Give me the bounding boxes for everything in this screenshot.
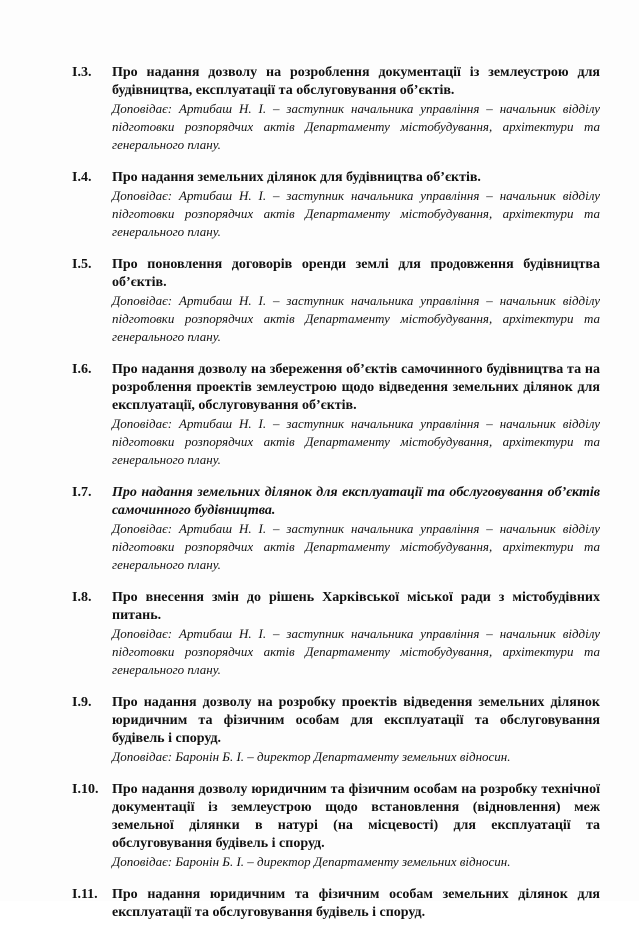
speaker-text: Баронін Б. І. – директор Департаменту земельних відносин. [175,749,511,764]
item-body [112,694,600,766]
item-speaker [112,415,600,469]
speaker-label: Доповідає: [112,101,173,116]
item-number: І.7. [72,485,92,500]
agenda-item-i4 [72,169,600,241]
item-number: І.10. [72,782,99,797]
agenda-item-i10 [72,781,600,871]
item-speaker [112,625,600,679]
item-speaker [112,520,600,574]
speaker-label: Доповідає: [112,854,173,869]
speaker-label: Доповідає: [112,749,173,764]
item-body [112,361,600,469]
item-body [112,256,600,346]
agenda-item-i7 [72,484,600,574]
item-title: Про надання земельних ділянок для експлуатації та обслуговування об’єктів самочинного будівництва. [112,485,600,518]
item-speaker [112,187,600,241]
item-body [112,64,600,154]
item-body [112,886,600,922]
agenda-item-i5 [72,256,600,346]
item-speaker [112,748,600,766]
item-body [112,169,600,241]
speaker-text: Артибаш Н. І. – заступник начальника управління – начальник відділу підготовки розпорядчих актів Департаменту містобудування, архітектури та генерального плану. [112,521,601,572]
item-body [112,589,600,679]
item-number: І.3. [72,65,92,80]
item-title: Про надання дозволу юридичним та фізичним особам на розробку технічної документації із землеустрою щодо встановлення (відновлення) меж земельної ділянки в натурі (на місцевості) для експлуатації та обслуговування будівель і споруд. [112,782,600,851]
agenda-item-i3 [72,64,600,154]
speaker-label: Доповідає: [112,626,173,641]
item-title: Про поновлення договорів оренди землі для продовження будівництва об’єктів. [112,257,600,290]
speaker-label: Доповідає: [112,521,173,536]
item-number: І.4. [72,170,92,185]
item-number: І.6. [72,362,92,377]
agenda-item-i9 [72,694,600,766]
item-title: Про надання дозволу на розроблення документації із землеустрою для будівництва, експлуатації та обслуговування об’єктів. [112,65,600,98]
item-title: Про надання дозволу на розробку проектів відведення земельних ділянок юридичним та фізичним особам для експлуатації та обслуговування будівель і споруд. [112,695,600,746]
speaker-label: Доповідає: [112,416,173,431]
agenda-list [72,64,600,937]
item-title: Про внесення змін до рішень Харківської міської ради з містобудівних питань. [112,590,600,623]
speaker-text: Артибаш Н. І. – заступник начальника управління – начальник відділу підготовки розпорядчих актів Департаменту містобудування, архітектури та генерального плану. [112,626,601,677]
agenda-item-i8 [72,589,600,679]
speaker-text: Артибаш Н. І. – заступник начальника управління – начальник відділу підготовки розпорядчих актів Департаменту містобудування, архітектури та генерального плану. [112,188,601,239]
item-number: І.5. [72,257,92,272]
item-title: Про надання юридичним та фізичним особам земельних ділянок для експлуатації та обслуговування будівель і споруд. [112,887,600,920]
item-speaker [112,292,600,346]
agenda-item-i6 [72,361,600,469]
agenda-item-i11 [72,886,600,922]
item-speaker [112,100,600,154]
item-body [112,781,600,871]
speaker-text: Артибаш Н. І. – заступник начальника управління – начальник відділу підготовки розпорядчих актів Департаменту містобудування, архітектури та генерального плану. [112,293,601,344]
item-number: І.9. [72,695,92,710]
item-title: Про надання дозволу на збереження об’єктів самочинного будівництва та на розроблення проектів землеустрою щодо відведення земельних ділянок для експлуатації, обслуговування об’єктів. [112,362,600,413]
item-speaker [112,853,600,871]
item-title: Про надання земельних ділянок для будівництва об’єктів. [112,170,481,185]
speaker-text: Артибаш Н. І. – заступник начальника управління – начальник відділу підготовки розпорядчих актів Департаменту містобудування, архітектури та генерального плану. [112,416,601,467]
item-number: І.11. [72,887,98,902]
speaker-text: Баронін Б. І. – директор Департаменту земельних відносин. [175,854,511,869]
speaker-label: Доповідає: [112,188,173,203]
speaker-label: Доповідає: [112,293,173,308]
item-number: І.8. [72,590,92,605]
speaker-text: Артибаш Н. І. – заступник начальника управління – начальник відділу підготовки розпорядчих актів Департаменту містобудування, архітектури та генерального плану. [112,101,601,152]
item-body [112,484,600,574]
